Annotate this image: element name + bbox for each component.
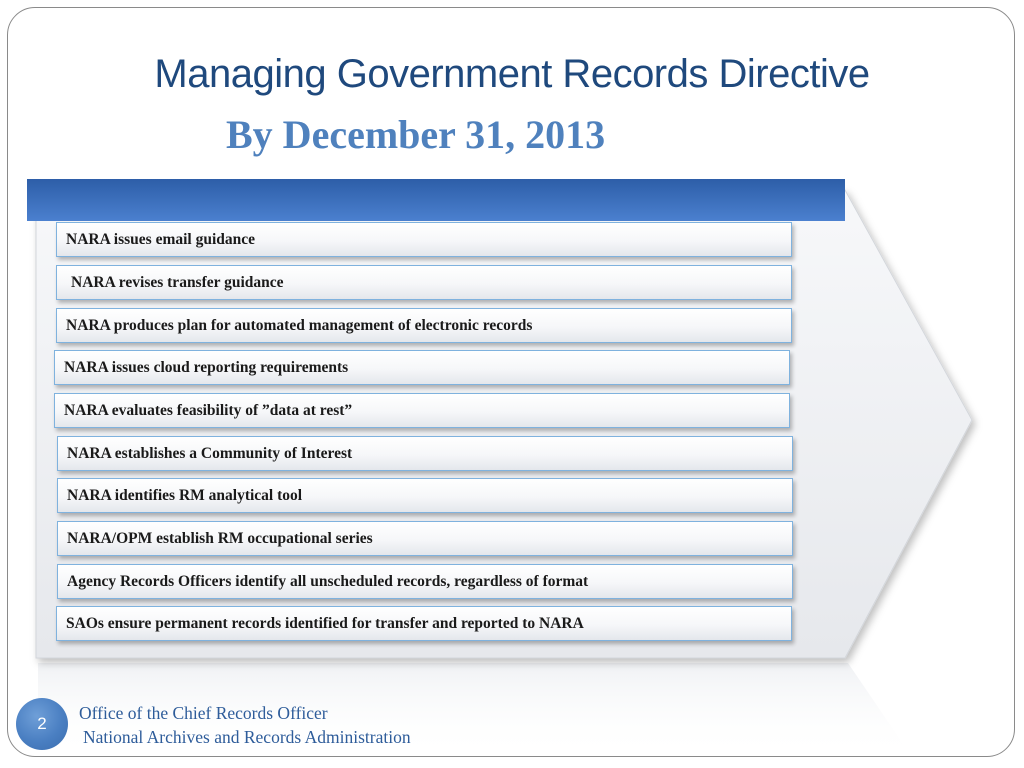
task-item: NARA establishes a Community of Interest — [57, 436, 793, 471]
task-item: NARA revises transfer guidance — [56, 265, 792, 300]
task-item: NARA identifies RM analytical tool — [57, 478, 793, 513]
page-number-badge: 2 — [16, 698, 68, 750]
footer-office-name: Office of the Chief Records Officer — [79, 703, 328, 723]
task-item: NARA produces plan for automated management of electronic records — [56, 308, 792, 343]
task-item: SAOs ensure permanent records identified for transfer and reported to NARA — [56, 606, 792, 641]
task-item: NARA issues cloud reporting requirements — [54, 350, 790, 385]
slide-subtitle: By December 31, 2013 — [226, 112, 606, 157]
task-item: Agency Records Officers identify all unscheduled records, regardless of format — [57, 564, 793, 599]
task-item: NARA issues email guidance — [56, 222, 792, 257]
footer-agency-name: National Archives and Records Administration — [83, 727, 411, 747]
slide-title: Managing Government Records Directive — [154, 52, 870, 96]
task-item: NARA evaluates feasibility of ”data at rest” — [54, 393, 790, 428]
task-item: NARA/OPM establish RM occupational series — [57, 521, 793, 556]
